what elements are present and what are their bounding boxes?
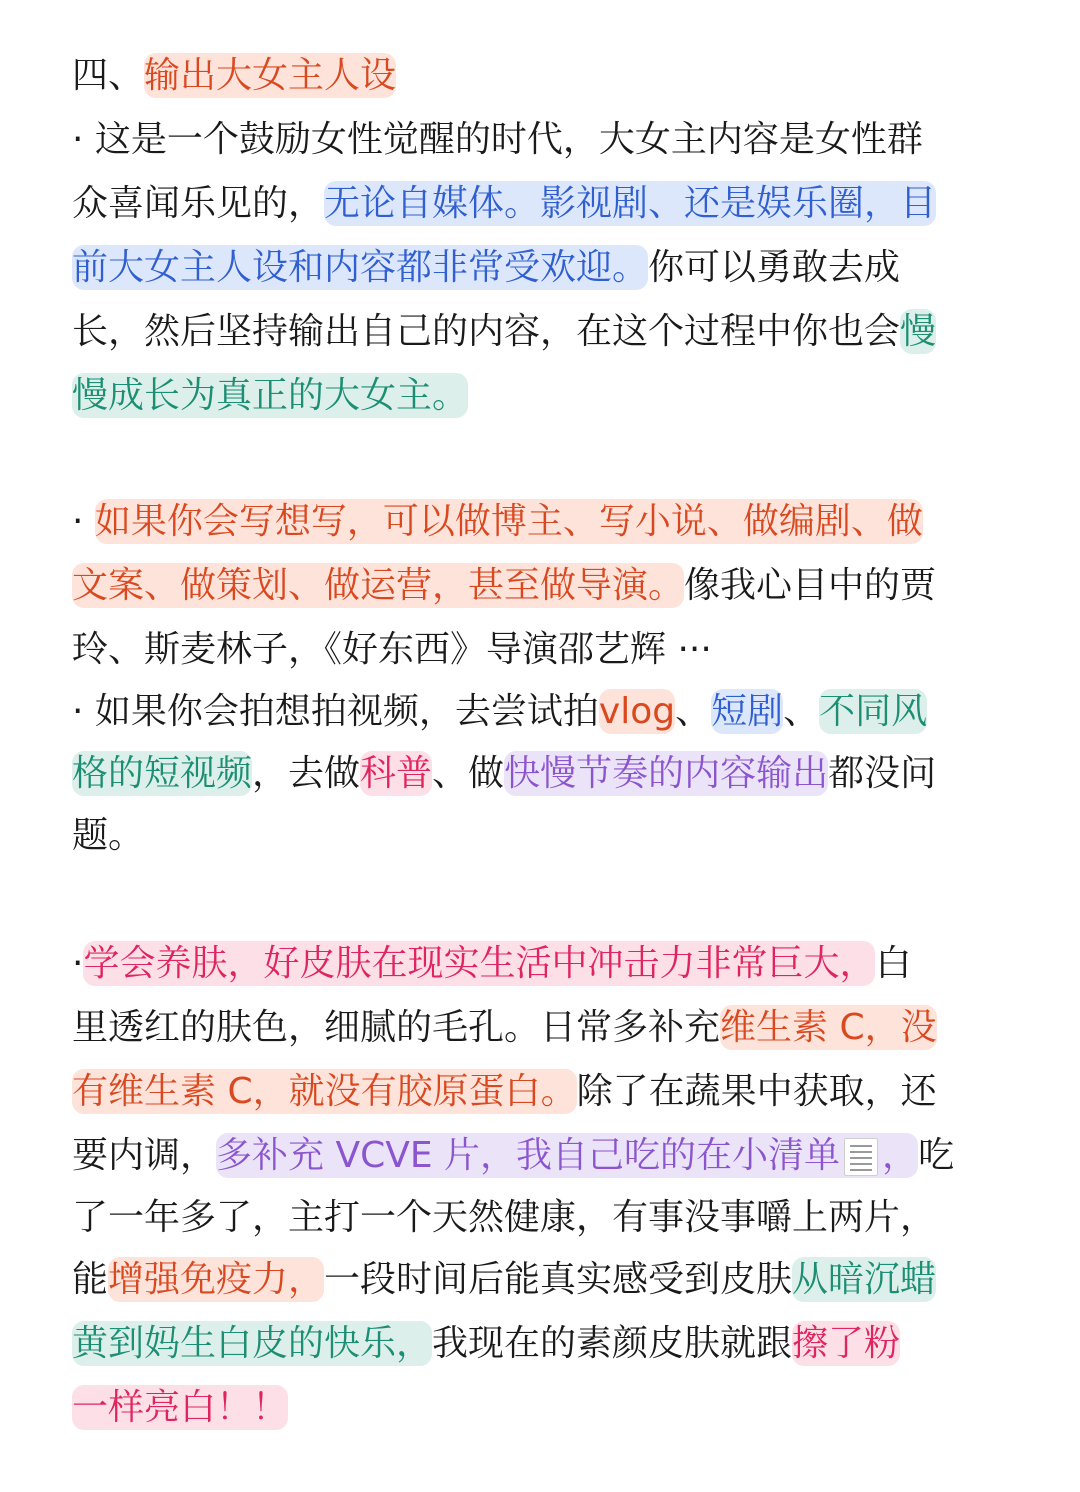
- text-segment: 你可以勇敢去成: [648, 247, 901, 288]
- section-number: 四、: [72, 55, 145, 96]
- text-segment: ·: [72, 943, 84, 984]
- highlight-orange: 文案、做策划、做运营，甚至做导演。: [72, 565, 685, 606]
- highlight-purple: 快慢节奏的内容输出: [504, 753, 829, 794]
- highlight-orange: 如果你会写想写，可以做博主、写小说、做编剧、做: [94, 501, 923, 542]
- text-segment: 了一年多了，主打一个天然健康，有事没事嚼上两片，: [72, 1197, 937, 1238]
- text-segment: ·: [72, 501, 95, 542]
- paragraph-3-line-3: [72, 1060, 937, 1124]
- highlight-teal: 慢成长为真正的大女主。: [72, 375, 469, 416]
- paragraph-3-line-4: [72, 1124, 954, 1188]
- highlight-blue: 短剧: [711, 691, 784, 732]
- text-segment: · 如果你会拍想拍视频，去尝试拍: [72, 691, 599, 732]
- paragraph-2-line-2: [72, 554, 936, 618]
- paragraph-2-line-3: [72, 618, 712, 682]
- text-segment: 像我心目中的贾: [684, 565, 937, 606]
- paragraph-3-line-6: [72, 1248, 936, 1312]
- text-segment: 题。: [72, 815, 145, 856]
- text-segment: ，去做: [252, 753, 361, 794]
- highlight-orange: 维生素 C，没: [720, 1007, 937, 1048]
- highlight-teal: 黄到妈生白皮的快乐，: [72, 1323, 433, 1364]
- highlight-purple: [216, 1133, 918, 1178]
- paragraph-1-line-4: [72, 300, 936, 364]
- section-title: 输出大女主人设: [144, 55, 397, 96]
- paragraph-2-line-5: [72, 742, 936, 806]
- paragraph-3-line-1: [72, 932, 911, 996]
- text-segment: 长，然后坚持输出自己的内容，在这个过程中你也会: [72, 311, 901, 352]
- text-segment: 要内调，: [72, 1135, 217, 1176]
- paragraph-1-line-5: [72, 364, 468, 428]
- highlight-teal: 从暗沉蜡: [792, 1259, 937, 1300]
- highlight-blue: 前大女主人设和内容都非常受欢迎。: [72, 247, 649, 288]
- text-segment: 里透红的肤色，细腻的毛孔。日常多补充: [72, 1007, 721, 1048]
- text-segment: 玲、斯麦林子，《好东西》导演邵艺辉 ···: [72, 629, 712, 670]
- text-segment: 、: [783, 691, 820, 732]
- text-segment: 、做: [432, 753, 505, 794]
- paragraph-3-line-5: [72, 1186, 936, 1250]
- paragraph-1-line-2: [72, 172, 936, 236]
- text-segment: 白: [875, 943, 912, 984]
- paragraph-2-line-4: [72, 680, 927, 744]
- text-segment: ，: [882, 1135, 919, 1176]
- text-segment: 除了在蔬果中获取，还: [576, 1071, 937, 1112]
- highlight-teal: 不同风: [819, 691, 928, 732]
- highlight-teal: 慢: [900, 311, 937, 352]
- text-segment: 多补充 VCVE 片，我自己吃的在小清单: [216, 1135, 841, 1176]
- receipt-icon: [844, 1138, 878, 1176]
- highlight-orange: 增强免疫力，: [108, 1259, 325, 1300]
- highlight-pink: 一样亮白！！: [72, 1387, 289, 1428]
- paragraph-1-line-1: [72, 108, 923, 172]
- text-segment: · 这是一个鼓励女性觉醒的时代，大女主内容是女性群: [72, 119, 923, 160]
- paragraph-2-line-1: [72, 490, 923, 554]
- highlight-pink: 擦了粉: [792, 1323, 901, 1364]
- paragraph-3-line-2: [72, 996, 937, 1060]
- text-segment: 一段时间后能真实感受到皮肤: [324, 1259, 793, 1300]
- text-segment: 都没问: [828, 753, 937, 794]
- paragraph-3-line-7: [72, 1312, 900, 1376]
- paragraph-1-line-3: [72, 236, 900, 300]
- text-segment: 众喜闻乐见的，: [72, 183, 325, 224]
- highlight-pink: 科普: [360, 753, 433, 794]
- highlight-orange: 有维生素 C，就没有胶原蛋白。: [72, 1071, 577, 1112]
- paragraph-3-line-8: [72, 1376, 288, 1440]
- highlight-teal: 格的短视频: [72, 753, 253, 794]
- paragraph-2-line-6: [72, 804, 144, 868]
- text-segment: 我现在的素颜皮肤就跟: [432, 1323, 793, 1364]
- text-segment: 吃: [918, 1135, 955, 1176]
- highlight-blue: 无论自媒体。影视剧、还是娱乐圈，目: [324, 183, 937, 224]
- text-segment: 、: [675, 691, 712, 732]
- section-heading: [72, 44, 396, 108]
- highlight-orange: vlog: [598, 691, 676, 732]
- text-segment: 能: [72, 1259, 109, 1300]
- highlight-pink: 学会养肤，好皮肤在现实生活中冲击力非常巨大，: [83, 943, 876, 984]
